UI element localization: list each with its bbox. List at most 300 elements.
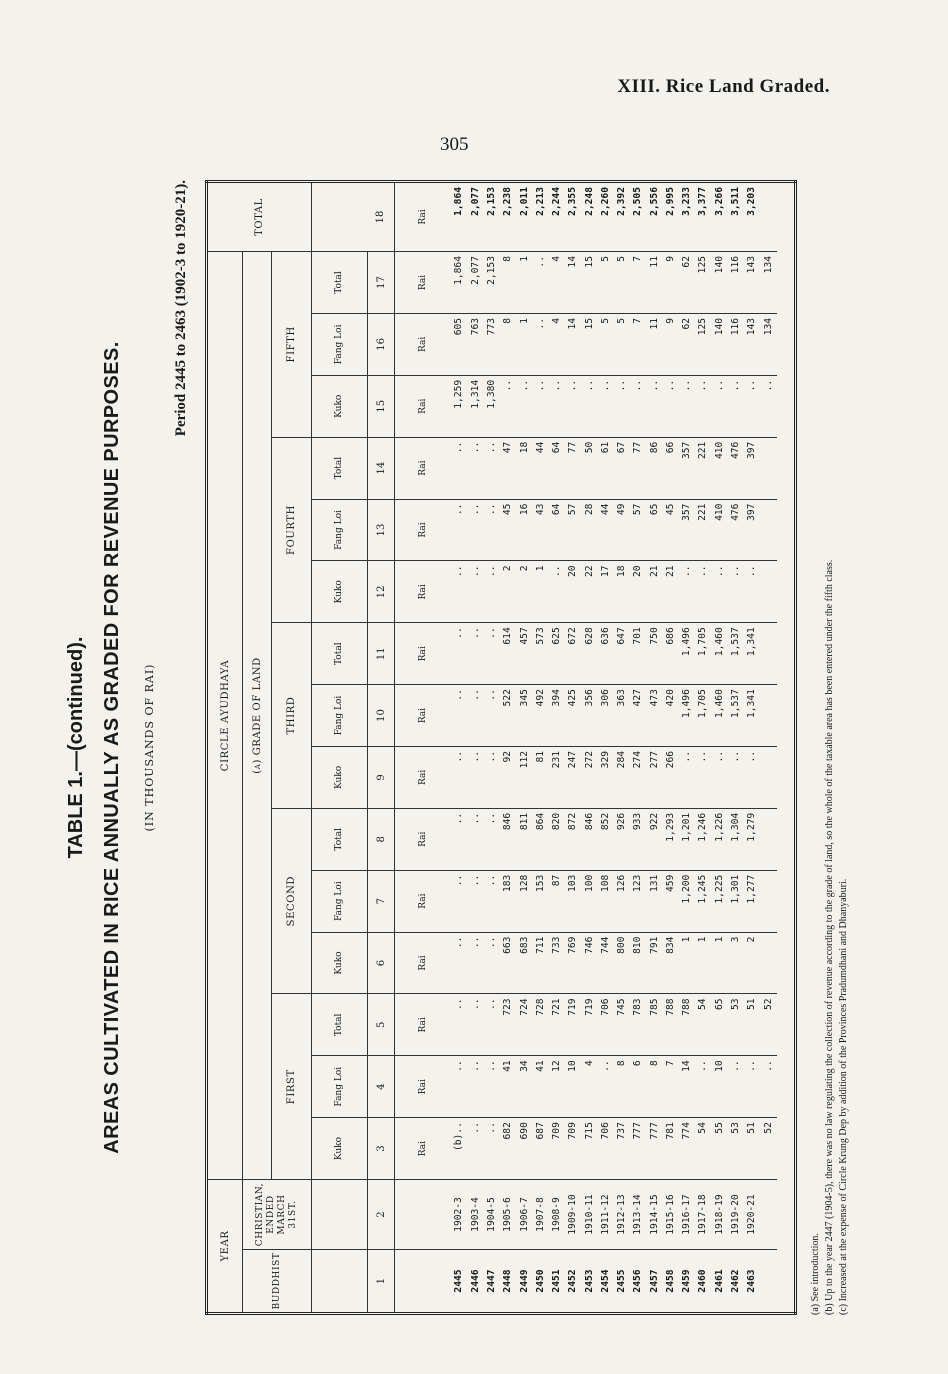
christian-year: 1908-9 (549, 1180, 565, 1250)
spacer-cell (777, 182, 796, 1314)
data-cell: .. (468, 746, 484, 808)
data-cell: 425 (565, 685, 581, 747)
buddhist-year: 2463 (744, 1250, 760, 1314)
data-cell: .. (468, 808, 484, 870)
table-row (712, 182, 728, 1314)
data-cell: 1,245 (696, 870, 712, 932)
data-cell: 18 (614, 561, 630, 623)
data-cell: .. (468, 623, 484, 685)
data-cell: 143 (744, 313, 760, 375)
data-cell: 221 (696, 499, 712, 561)
data-cell: 140 (712, 313, 728, 375)
data-cell: 2,011 (517, 182, 533, 252)
data-cell: 750 (647, 623, 663, 685)
data-cell: 92 (500, 746, 516, 808)
data-cell: 410 (712, 437, 728, 499)
buddhist-year: 2447 (484, 1250, 500, 1314)
buddhist-year: 2462 (728, 1250, 744, 1314)
data-cell: 788 (663, 994, 679, 1056)
data-cell: 791 (647, 932, 663, 994)
unit-cell: Rai (395, 437, 452, 499)
data-cell: 473 (647, 685, 663, 747)
data-cell: 62 (679, 252, 695, 314)
data-cell: 53 (728, 994, 744, 1056)
grade-header-3: THIRD (272, 623, 312, 809)
table-row (614, 182, 630, 1314)
data-cell: 14 (679, 1056, 695, 1118)
data-cell: 11 (647, 252, 663, 314)
christian-year: 1914-15 (647, 1180, 663, 1250)
data-cell: 67 (614, 437, 630, 499)
data-cell: .. (712, 746, 728, 808)
unit-cell: Rai (395, 252, 452, 314)
data-cell: 459 (663, 870, 679, 932)
data-cell: 745 (614, 994, 630, 1056)
table-row (549, 182, 565, 1314)
data-cell: 356 (582, 685, 598, 747)
data-cell: 719 (565, 994, 581, 1056)
column-number: 15 (368, 375, 395, 437)
christian-year: 1919-20 (728, 1180, 744, 1250)
data-cell: 128 (517, 870, 533, 932)
data-cell: 15 (582, 252, 598, 314)
grade-header-row (272, 182, 312, 1314)
subheader-fang-loi: Fang Loi (312, 313, 368, 375)
data-cell: .. (468, 994, 484, 1056)
unit-cell: Rai (395, 685, 452, 747)
data-cell: 1 (712, 932, 728, 994)
data-cell: .. (484, 499, 500, 561)
unit-row (395, 182, 452, 1314)
column-number: 2 (368, 1180, 395, 1250)
data-cell: 143 (744, 252, 760, 314)
unit-cell: Rai (395, 808, 452, 870)
data-cell: 820 (549, 808, 565, 870)
buddhist-year: 2449 (517, 1250, 533, 1314)
data-cell: 1,277 (744, 870, 760, 932)
data-cell: 18 (517, 437, 533, 499)
data-cell: 221 (696, 437, 712, 499)
data-cell: 476 (728, 437, 744, 499)
data-cell: .. (712, 375, 728, 437)
christian-year: 1913-14 (630, 1180, 646, 1250)
data-cell: 47 (500, 437, 516, 499)
christian-year: 1918-19 (712, 1180, 728, 1250)
data-cell: 125 (696, 313, 712, 375)
data-cell: 2,077 (468, 252, 484, 314)
subheader-total: Total (312, 994, 368, 1056)
table-subtitle: AREAS CULTIVATED IN RICE ANNUALLY AS GRADED FOR REVENUE PURPOSES. (101, 341, 123, 1154)
data-cell: 763 (468, 313, 484, 375)
grade-header-2: SECOND (272, 808, 312, 994)
data-cell: 420 (663, 685, 679, 747)
data-cell (761, 746, 777, 808)
data-cell: .. (728, 746, 744, 808)
christian-year: 1912-13 (614, 1180, 630, 1250)
unit-cell: Rai (395, 375, 452, 437)
unit-cell (395, 1250, 452, 1314)
data-cell: .. (484, 1056, 500, 1118)
rotated-table-stage (205, 180, 797, 1315)
data-cell: 614 (500, 623, 516, 685)
column-number: 11 (368, 623, 395, 685)
data-cell (761, 561, 777, 623)
data-cell: 1,246 (696, 808, 712, 870)
data-cell: 777 (647, 1118, 663, 1180)
data-cell: 1,864 (452, 182, 468, 252)
data-cell: 65 (712, 994, 728, 1056)
spacer-row (777, 182, 796, 1314)
data-cell: 140 (712, 252, 728, 314)
data-cell: .. (452, 1056, 468, 1118)
data-cell: 125 (696, 252, 712, 314)
data-cell: 690 (517, 1118, 533, 1180)
data-cell: 3,203 (744, 182, 760, 252)
data-cell: 14 (565, 252, 581, 314)
data-cell: 1,279 (744, 808, 760, 870)
unit-cell: Rai (395, 746, 452, 808)
unit-note: (IN THOUSANDS OF RAI) (143, 663, 156, 832)
data-cell: 62 (679, 313, 695, 375)
data-cell: 687 (533, 1118, 549, 1180)
data-cell: .. (696, 746, 712, 808)
data-cell: 357 (679, 437, 695, 499)
period-label: Period 2445 to 2463 (1902-3 to 1920-21). (173, 180, 189, 437)
column-number: 17 (368, 252, 395, 314)
data-cell: 81 (533, 746, 549, 808)
data-cell: 737 (614, 1118, 630, 1180)
christian-year: 1906-7 (517, 1180, 533, 1250)
data-cell: .. (582, 375, 598, 437)
table-row (452, 182, 468, 1314)
data-cell: .. (744, 1056, 760, 1118)
data-cell: .. (452, 994, 468, 1056)
data-cell: 719 (582, 994, 598, 1056)
data-cell: .. (614, 375, 630, 437)
data-cell: 2,355 (565, 182, 581, 252)
data-cell: 329 (598, 746, 614, 808)
data-cell: 663 (500, 932, 516, 994)
data-cell: 1,496 (679, 623, 695, 685)
grade-header-5: FIFTH (272, 252, 312, 438)
data-cell: 43 (533, 499, 549, 561)
header-christian: CHRISTIAN, ENDED MARCH 31ST. (243, 1180, 312, 1250)
data-cell: 112 (517, 746, 533, 808)
data-cell: .. (484, 561, 500, 623)
data-cell: 628 (582, 623, 598, 685)
data-cell: 1,341 (744, 623, 760, 685)
data-cell: 10 (712, 1056, 728, 1118)
subheader-total: Total (312, 808, 368, 870)
header-grade: (a) GRADE OF LAND (243, 252, 272, 1180)
data-cell: 11 (647, 313, 663, 375)
data-cell: 53 (728, 1118, 744, 1180)
column-number: 3 (368, 1118, 395, 1180)
data-cell: 834 (663, 932, 679, 994)
subheader-total: Total (312, 437, 368, 499)
data-cell: 54 (696, 1118, 712, 1180)
data-cell: 2,505 (630, 182, 646, 252)
christian-year (761, 1180, 777, 1250)
data-cell: 1,225 (712, 870, 728, 932)
data-cell: .. (744, 375, 760, 437)
column-number: 8 (368, 808, 395, 870)
data-cell: 933 (630, 808, 646, 870)
data-cell: 61 (598, 437, 614, 499)
data-cell: 7 (630, 252, 646, 314)
data-cell: 55 (712, 1118, 728, 1180)
data-cell: .. (452, 746, 468, 808)
unit-cell: Rai (395, 1118, 452, 1180)
data-cell: 7 (663, 1056, 679, 1118)
unit-cell (395, 1180, 452, 1250)
data-cell: .. (549, 561, 565, 623)
data-cell: 100 (582, 870, 598, 932)
data-cell: 773 (484, 313, 500, 375)
data-cell: 2,556 (647, 182, 663, 252)
christian-year: 1904-5 (484, 1180, 500, 1250)
data-cell: .. (679, 746, 695, 808)
data-cell: .. (468, 932, 484, 994)
unit-cell: Rai (395, 994, 452, 1056)
data-cell: 728 (533, 994, 549, 1056)
data-cell: 686 (663, 623, 679, 685)
footnote: (b) Up to the year 2447 (1904-5), there was no law regulating the collection of revenue according to the grade of land, so the whole of the taxable area has been entered under the fifth class. (824, 559, 835, 1315)
data-cell: 116 (728, 252, 744, 314)
data-cell: 605 (452, 313, 468, 375)
data-cell: 2,153 (484, 252, 500, 314)
data-cell (761, 623, 777, 685)
data-cell: 625 (549, 623, 565, 685)
data-cell: 1 (517, 313, 533, 375)
table-row (500, 182, 516, 1314)
data-cell: 41 (500, 1056, 516, 1118)
data-cell: .. (468, 1056, 484, 1118)
data-cell: 397 (744, 437, 760, 499)
data-cell: 783 (630, 994, 646, 1056)
table-row (696, 182, 712, 1314)
data-cell: .. (468, 437, 484, 499)
data-cell: 810 (630, 932, 646, 994)
subheader-fang-loi: Fang Loi (312, 1056, 368, 1118)
data-cell: 1,864 (452, 252, 468, 314)
data-cell: .. (484, 870, 500, 932)
data-cell: 926 (614, 808, 630, 870)
data-cell: 746 (582, 932, 598, 994)
data-cell: 116 (728, 313, 744, 375)
unit-cell: Rai (395, 623, 452, 685)
data-cell: 34 (517, 1056, 533, 1118)
header-circle: CIRCLE AYUDHAYA (207, 252, 243, 1180)
subheader-kuko: Kuko (312, 932, 368, 994)
data-cell: 5 (598, 252, 614, 314)
grade-header-1: FIRST (272, 994, 312, 1180)
data-cell: .. (484, 685, 500, 747)
data-cell: 65 (647, 499, 663, 561)
subheader-total: Total (312, 252, 368, 314)
data-cell: .. (598, 375, 614, 437)
data-cell: 52 (761, 994, 777, 1056)
data-cell: 1,537 (728, 685, 744, 747)
data-cell: 3,377 (696, 182, 712, 252)
data-cell: .. (761, 1056, 777, 1118)
data-cell (761, 932, 777, 994)
data-cell: 5 (614, 252, 630, 314)
column-number: 10 (368, 685, 395, 747)
data-cell: .. (517, 375, 533, 437)
data-cell: .. (452, 932, 468, 994)
data-cell: 492 (533, 685, 549, 747)
data-cell: 126 (614, 870, 630, 932)
data-cell: 1,226 (712, 808, 728, 870)
christian-year: 1920-21 (744, 1180, 760, 1250)
unit-cell: Rai (395, 561, 452, 623)
data-cell: 49 (614, 499, 630, 561)
data-cell (761, 499, 777, 561)
data-cell: 17 (598, 561, 614, 623)
data-cell: 3,233 (679, 182, 695, 252)
data-cell: 8 (647, 1056, 663, 1118)
data-cell: 785 (647, 994, 663, 1056)
data-cell: 3,511 (728, 182, 744, 252)
data-cell: 1,341 (744, 685, 760, 747)
data-cell: 123 (630, 870, 646, 932)
data-cell: 6 (630, 1056, 646, 1118)
data-cell: 846 (500, 808, 516, 870)
page-number: 305 (440, 134, 469, 155)
data-cell: 3,266 (712, 182, 728, 252)
data-cell: 44 (533, 437, 549, 499)
data-cell: 682 (500, 1118, 516, 1180)
buddhist-year: 2461 (712, 1250, 728, 1314)
data-cell: 77 (630, 437, 646, 499)
data-cell: 852 (598, 808, 614, 870)
data-cell: 9 (663, 252, 679, 314)
data-cell: 1,460 (712, 623, 728, 685)
subheader-kuko: Kuko (312, 1118, 368, 1180)
data-cell: 87 (549, 870, 565, 932)
data-cell (761, 685, 777, 747)
data-cell: 41 (533, 1056, 549, 1118)
christian-year: 1909-10 (565, 1180, 581, 1250)
data-cell: 20 (630, 561, 646, 623)
data-cell: 3 (728, 932, 744, 994)
buddhist-year (761, 1250, 777, 1314)
table-row (679, 182, 695, 1314)
data-cell: 1,380 (484, 375, 500, 437)
data-cell: 410 (712, 499, 728, 561)
data-cell: .. (598, 1056, 614, 1118)
data-cell: 266 (663, 746, 679, 808)
buddhist-year: 2445 (452, 1250, 468, 1314)
column-number: 1 (368, 1250, 395, 1314)
table-title: TABLE 1.—(continued). (65, 636, 87, 859)
data-cell: 2,248 (582, 182, 598, 252)
data-cell: 2 (500, 561, 516, 623)
data-cell: 774 (679, 1118, 695, 1180)
table-row (582, 182, 598, 1314)
data-cell: 54 (696, 994, 712, 1056)
data-cell: 706 (598, 994, 614, 1056)
data-cell: 846 (582, 808, 598, 870)
data-cell: .. (484, 994, 500, 1056)
data-cell: 1,705 (696, 685, 712, 747)
column-number: 13 (368, 499, 395, 561)
data-cell: .. (565, 375, 581, 437)
subheader-kuko: Kuko (312, 746, 368, 808)
data-cell: 788 (679, 994, 695, 1056)
data-cell: .. (500, 375, 516, 437)
data-cell: 777 (630, 1118, 646, 1180)
data-cell: 1 (533, 561, 549, 623)
data-cell: 231 (549, 746, 565, 808)
table-row (744, 182, 760, 1314)
buddhist-year: 2459 (679, 1250, 695, 1314)
data-cell (761, 437, 777, 499)
data-cell: 1,200 (679, 870, 695, 932)
header-year: YEAR (207, 1180, 243, 1314)
column-number-row (368, 182, 395, 1314)
data-cell: .. (468, 870, 484, 932)
christian-year: 1916-17 (679, 1180, 695, 1250)
data-cell: 108 (598, 870, 614, 932)
data-cell: 15 (582, 313, 598, 375)
data-cell: 134 (761, 252, 777, 314)
data-cell: .. (452, 685, 468, 747)
christian-year: 1911-12 (598, 1180, 614, 1250)
data-cell: 131 (647, 870, 663, 932)
data-cell: .. (484, 1118, 500, 1180)
christian-year: 1903-4 (468, 1180, 484, 1250)
data-cell: .. (452, 561, 468, 623)
subheader-total: Total (312, 623, 368, 685)
data-cell: .. (533, 313, 549, 375)
data-cell: 52 (761, 1118, 777, 1180)
buddhist-year: 2456 (630, 1250, 646, 1314)
data-cell: 21 (647, 561, 663, 623)
data-cell: 4 (549, 252, 565, 314)
data-cell: 872 (565, 808, 581, 870)
data-cell: 706 (598, 1118, 614, 1180)
data-cell: 8 (500, 252, 516, 314)
data-cell: 50 (582, 437, 598, 499)
data-cell: 8 (500, 313, 516, 375)
column-number: 14 (368, 437, 395, 499)
data-cell: 922 (647, 808, 663, 870)
subheader-kuko: Kuko (312, 375, 368, 437)
data-cell: .. (452, 808, 468, 870)
subheader-fang-loi: Fang Loi (312, 685, 368, 747)
data-cell: 394 (549, 685, 565, 747)
data-cell: 683 (517, 932, 533, 994)
data-cell: .. (630, 375, 646, 437)
data-cell: 16 (517, 499, 533, 561)
data-cell: 44 (598, 499, 614, 561)
column-number: 9 (368, 746, 395, 808)
footnotes (809, 180, 869, 1315)
spacer-cell (312, 1180, 368, 1250)
data-cell: 1 (696, 932, 712, 994)
data-cell: 2 (517, 561, 533, 623)
spacer-cell (312, 1250, 368, 1314)
data-cell (761, 808, 777, 870)
grade-header-4: FOURTH (272, 437, 312, 623)
data-cell: .. (484, 808, 500, 870)
data-cell: .. (484, 623, 500, 685)
data-cell: 103 (565, 870, 581, 932)
data-cell: 709 (549, 1118, 565, 1180)
data-cell: 57 (565, 499, 581, 561)
